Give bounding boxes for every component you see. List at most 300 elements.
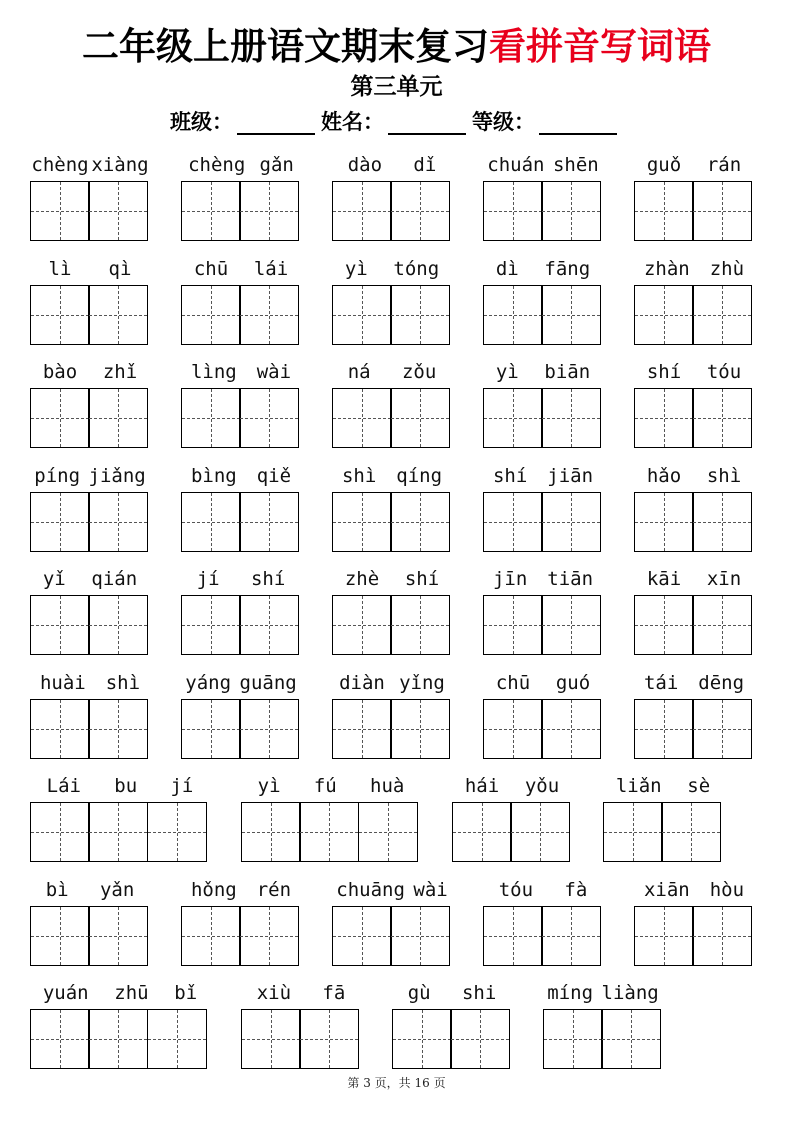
- word-item: [332, 254, 452, 348]
- tianzige-box[interactable]: [483, 906, 543, 966]
- writing-boxes: [634, 699, 752, 760]
- pinyin-syllable: yì: [344, 257, 368, 280]
- pinyin-syllable: bìng: [190, 464, 237, 487]
- tianzige-box[interactable]: [541, 699, 601, 759]
- pinyin-line: [332, 461, 452, 491]
- pinyin-line: [483, 668, 603, 698]
- tianzige-box[interactable]: [634, 388, 694, 448]
- pinyin-syllable: hái: [464, 775, 500, 797]
- writing-boxes: [543, 1009, 661, 1070]
- tianzige-box[interactable]: [88, 492, 148, 552]
- tianzige-box[interactable]: [390, 699, 450, 759]
- tianzige-box[interactable]: [541, 285, 601, 345]
- pinyin-syllable: chū: [495, 671, 531, 694]
- tianzige-box[interactable]: [483, 181, 543, 241]
- pinyin-line: [332, 875, 452, 905]
- pinyin-syllable: míng: [547, 982, 594, 1004]
- tianzige-box[interactable]: [88, 802, 148, 862]
- word-item: [30, 771, 210, 865]
- tianzige-box[interactable]: [181, 492, 241, 552]
- word-item: [30, 978, 210, 1072]
- tianzige-box[interactable]: [30, 285, 90, 345]
- pinyin-syllable: xiàng: [91, 154, 149, 176]
- tianzige-box[interactable]: [30, 802, 90, 862]
- tianzige-box[interactable]: [332, 595, 392, 655]
- word-item: [543, 978, 663, 1072]
- word-item: [634, 254, 754, 348]
- tianzige-box[interactable]: [239, 906, 299, 966]
- pinyin-syllable: bào: [42, 361, 78, 383]
- pinyin-line: [332, 357, 452, 387]
- tianzige-box[interactable]: [30, 492, 90, 552]
- tianzige-box[interactable]: [332, 492, 392, 552]
- tianzige-box[interactable]: [181, 906, 241, 966]
- word-item: [181, 461, 301, 555]
- pinyin-syllable: qíng: [396, 464, 443, 487]
- writing-boxes: [30, 181, 148, 242]
- writing-boxes: [30, 1009, 207, 1070]
- word-item: [483, 461, 603, 555]
- tianzige-box[interactable]: [692, 699, 752, 759]
- pinyin-syllable: liàng: [601, 982, 659, 1004]
- pinyin-line: [483, 564, 603, 594]
- pinyin-line: [181, 150, 301, 180]
- pinyin-syllable: dēng: [698, 671, 745, 694]
- writing-boxes: [483, 699, 601, 760]
- writing-boxes: [30, 802, 207, 863]
- tianzige-box[interactable]: [452, 802, 512, 862]
- tianzige-box[interactable]: [603, 802, 663, 862]
- writing-boxes: [30, 285, 148, 346]
- writing-boxes: [30, 492, 148, 553]
- writing-boxes: [332, 181, 450, 242]
- tianzige-box[interactable]: [88, 1009, 148, 1069]
- word-item: [30, 668, 150, 762]
- pinyin-syllable: zhū: [114, 982, 149, 1004]
- tianzige-box[interactable]: [634, 906, 694, 966]
- pinyin-line: [483, 150, 603, 180]
- writing-boxes: [181, 181, 299, 242]
- pinyin-line: [634, 461, 754, 491]
- tianzige-box[interactable]: [332, 906, 392, 966]
- tianzige-box[interactable]: [483, 699, 543, 759]
- tianzige-box[interactable]: [390, 388, 450, 448]
- pinyin-syllable: yì: [257, 775, 281, 797]
- tianzige-box[interactable]: [390, 906, 450, 966]
- pinyin-syllable: kāi: [646, 568, 682, 590]
- pinyin-syllable: sè: [687, 775, 711, 797]
- tianzige-box[interactable]: [692, 492, 752, 552]
- pinyin-syllable: xīn: [706, 568, 742, 590]
- pinyin-syllable: qì: [108, 257, 132, 280]
- tianzige-box[interactable]: [241, 1009, 301, 1069]
- pinyin-syllable: dǐ: [413, 154, 437, 176]
- pinyin-syllable: tái: [643, 671, 679, 694]
- writing-boxes: [634, 181, 752, 242]
- writing-boxes: [332, 388, 450, 449]
- word-item: [241, 771, 421, 865]
- tianzige-box[interactable]: [450, 1009, 510, 1069]
- word-item: [483, 254, 603, 348]
- writing-boxes: [332, 699, 450, 760]
- page-footer: 第 3 页，共 16 页: [347, 1076, 446, 1090]
- word-item: [181, 150, 301, 244]
- tianzige-box[interactable]: [147, 1009, 207, 1069]
- pinyin-syllable: hǒng: [190, 878, 237, 901]
- pinyin-syllable: fú: [313, 775, 337, 797]
- tianzige-box[interactable]: [30, 388, 90, 448]
- pinyin-syllable: yuán: [42, 982, 89, 1004]
- pinyin-line: [634, 254, 754, 284]
- tianzige-box[interactable]: [181, 388, 241, 448]
- tianzige-box[interactable]: [483, 595, 543, 655]
- writing-boxes: [483, 181, 601, 242]
- pinyin-line: [332, 668, 452, 698]
- tianzige-box[interactable]: [541, 906, 601, 966]
- pinyin-syllable: jiǎng: [88, 464, 146, 487]
- tianzige-box[interactable]: [510, 802, 570, 862]
- tianzige-box[interactable]: [332, 181, 392, 241]
- tianzige-box[interactable]: [692, 181, 752, 241]
- pinyin-syllable: zhàn: [643, 257, 690, 280]
- tianzige-box[interactable]: [332, 388, 392, 448]
- pinyin-syllable: zhè: [344, 568, 380, 590]
- name-blank: [388, 109, 466, 135]
- pinyin-syllable: yǎn: [99, 878, 135, 901]
- pinyin-syllable: wài: [256, 361, 292, 383]
- pinyin-syllable: huài: [39, 671, 86, 694]
- word-item: [634, 875, 754, 969]
- pinyin-syllable: shí: [646, 361, 682, 383]
- tianzige-box[interactable]: [241, 802, 301, 862]
- pinyin-syllable: yì: [495, 361, 519, 383]
- pinyin-syllable: shi: [461, 982, 497, 1004]
- pinyin-syllable: yǐ: [42, 568, 66, 590]
- pinyin-syllable: xiān: [643, 878, 690, 901]
- tianzige-box[interactable]: [30, 595, 90, 655]
- pinyin-line: [483, 254, 603, 284]
- pinyin-syllable: jiān: [547, 464, 594, 487]
- grade-blank: [539, 109, 617, 135]
- unit-subtitle: 第三单元: [350, 74, 443, 100]
- word-item: [634, 357, 754, 451]
- word-item: [181, 668, 301, 762]
- tianzige-box[interactable]: [358, 802, 418, 862]
- pinyin-syllable: jí: [196, 568, 220, 590]
- tianzige-box[interactable]: [692, 285, 752, 345]
- pinyin-syllable: lì: [48, 257, 72, 280]
- tianzige-box[interactable]: [181, 699, 241, 759]
- tianzige-box[interactable]: [634, 285, 694, 345]
- pinyin-syllable: rén: [256, 878, 292, 901]
- pinyin-syllable: rán: [706, 154, 742, 176]
- pinyin-syllable: bǐ: [174, 982, 198, 1004]
- writing-boxes: [241, 1009, 359, 1070]
- pinyin-syllable: chuāng: [336, 878, 405, 901]
- writing-boxes: [483, 595, 601, 656]
- tianzige-box[interactable]: [692, 906, 752, 966]
- pinyin-syllable: dào: [347, 154, 383, 176]
- pinyin-line: [30, 461, 150, 491]
- tianzige-box[interactable]: [239, 699, 299, 759]
- tianzige-box[interactable]: [634, 492, 694, 552]
- pinyin-syllable: chèng: [31, 154, 89, 176]
- pinyin-line: [181, 461, 301, 491]
- pinyin-line: [241, 771, 421, 801]
- tianzige-box[interactable]: [239, 595, 299, 655]
- pinyin-syllable: chèng: [188, 154, 246, 176]
- pinyin-line: [30, 357, 150, 387]
- pinyin-syllable: tiān: [547, 568, 594, 590]
- word-item: [30, 564, 150, 658]
- word-item: [181, 254, 301, 348]
- word-item: [634, 461, 754, 555]
- name-label: 姓名：: [321, 110, 384, 134]
- tianzige-box[interactable]: [390, 595, 450, 655]
- pinyin-syllable: huà: [370, 775, 405, 797]
- pinyin-syllable: biān: [544, 361, 591, 383]
- writing-boxes: [634, 388, 752, 449]
- pinyin-syllable: shì: [341, 464, 377, 487]
- tianzige-box[interactable]: [239, 285, 299, 345]
- tianzige-box[interactable]: [30, 906, 90, 966]
- tianzige-box[interactable]: [332, 285, 392, 345]
- word-item: [634, 668, 754, 762]
- pinyin-syllable: diàn: [339, 671, 385, 694]
- page-title: [0, 22, 793, 72]
- word-item: [30, 254, 150, 348]
- pinyin-line: [30, 978, 210, 1008]
- pinyin-line: [634, 668, 754, 698]
- tianzige-box[interactable]: [88, 595, 148, 655]
- writing-boxes: [181, 492, 299, 553]
- writing-boxes: [332, 492, 450, 553]
- tianzige-box[interactable]: [390, 492, 450, 552]
- pinyin-syllable: dì: [495, 257, 519, 280]
- pinyin-syllable: guó: [555, 671, 591, 694]
- class-blank: [237, 109, 315, 135]
- writing-boxes: [181, 388, 299, 449]
- writing-boxes: [181, 699, 299, 760]
- pinyin-syllable: shí: [492, 464, 528, 487]
- pinyin-syllable: fāng: [544, 257, 591, 280]
- class-label: 班级：: [170, 110, 233, 134]
- student-info-line: [0, 105, 793, 139]
- pinyin-line: [332, 564, 452, 594]
- pinyin-syllable: bu: [114, 775, 138, 797]
- pinyin-syllable: Lái: [46, 775, 81, 797]
- word-item: [332, 150, 452, 244]
- pinyin-line: [30, 150, 150, 180]
- word-item: [30, 150, 150, 244]
- pinyin-line: [634, 564, 754, 594]
- writing-boxes: [634, 492, 752, 553]
- pinyin-line: [483, 357, 603, 387]
- tianzige-box[interactable]: [88, 285, 148, 345]
- pinyin-line: [181, 668, 301, 698]
- tianzige-box[interactable]: [483, 492, 543, 552]
- writing-boxes: [483, 906, 601, 967]
- pinyin-line: [483, 875, 603, 905]
- tianzige-box[interactable]: [634, 699, 694, 759]
- pinyin-line: [543, 978, 663, 1008]
- word-item: [181, 357, 301, 451]
- pinyin-syllable: shì: [706, 464, 742, 487]
- pinyin-line: [181, 254, 301, 284]
- pinyin-syllable: yáng: [185, 671, 232, 694]
- tianzige-box[interactable]: [541, 181, 601, 241]
- writing-boxes: [332, 906, 450, 967]
- writing-boxes: [332, 595, 450, 656]
- pinyin-line: [634, 875, 754, 905]
- tianzige-box[interactable]: [390, 285, 450, 345]
- pinyin-syllable: gù: [407, 982, 431, 1004]
- tianzige-box[interactable]: [692, 388, 752, 448]
- word-item: [634, 564, 754, 658]
- writing-boxes: [634, 906, 752, 967]
- pinyin-line: [181, 357, 301, 387]
- writing-boxes: [181, 906, 299, 967]
- word-item: [30, 875, 150, 969]
- pinyin-line: [30, 668, 150, 698]
- tianzige-box[interactable]: [181, 285, 241, 345]
- tianzige-box[interactable]: [483, 285, 543, 345]
- pinyin-syllable: píng: [34, 464, 81, 487]
- tianzige-box[interactable]: [88, 699, 148, 759]
- tianzige-box[interactable]: [601, 1009, 661, 1069]
- pinyin-syllable: liǎn: [615, 775, 662, 797]
- pinyin-syllable: shí: [250, 568, 286, 590]
- tianzige-box[interactable]: [239, 492, 299, 552]
- tianzige-box[interactable]: [88, 388, 148, 448]
- pinyin-syllable: guāng: [239, 671, 297, 694]
- pinyin-line: [30, 771, 210, 801]
- tianzige-box[interactable]: [390, 181, 450, 241]
- pinyin-syllable: zhǐ: [102, 361, 138, 383]
- word-item: [332, 668, 452, 762]
- word-item: [603, 771, 723, 865]
- tianzige-box[interactable]: [661, 802, 721, 862]
- word-item: [634, 150, 754, 244]
- pinyin-syllable: lìng: [190, 361, 237, 383]
- word-item: [332, 357, 452, 451]
- writing-boxes: [30, 699, 148, 760]
- pinyin-line: [392, 978, 512, 1008]
- tianzige-box[interactable]: [543, 1009, 603, 1069]
- pinyin-syllable: qián: [91, 568, 138, 590]
- writing-boxes: [603, 802, 721, 863]
- tianzige-box[interactable]: [239, 181, 299, 241]
- tianzige-box[interactable]: [541, 388, 601, 448]
- pinyin-syllable: chuán: [487, 154, 545, 176]
- pinyin-line: [30, 875, 150, 905]
- pinyin-syllable: gǎn: [259, 154, 294, 176]
- tianzige-box[interactable]: [239, 388, 299, 448]
- tianzige-box[interactable]: [30, 699, 90, 759]
- tianzige-box[interactable]: [692, 595, 752, 655]
- word-item: [392, 978, 512, 1072]
- tianzige-box[interactable]: [30, 1009, 90, 1069]
- tianzige-box[interactable]: [634, 181, 694, 241]
- pinyin-syllable: jí: [170, 775, 194, 797]
- pinyin-syllable: tóu: [706, 361, 742, 383]
- pinyin-line: [634, 150, 754, 180]
- writing-boxes: [181, 285, 299, 346]
- pinyin-syllable: shí: [404, 568, 440, 590]
- pinyin-syllable: fà: [564, 878, 588, 901]
- pinyin-line: [332, 150, 452, 180]
- pinyin-syllable: xiù: [256, 982, 292, 1004]
- writing-boxes: [483, 388, 601, 449]
- writing-boxes: [634, 595, 752, 656]
- word-item: [483, 357, 603, 451]
- pinyin-syllable: yǒu: [524, 775, 560, 797]
- tianzige-box[interactable]: [88, 181, 148, 241]
- word-item: [452, 771, 572, 865]
- pinyin-line: [634, 357, 754, 387]
- writing-boxes: [634, 285, 752, 346]
- writing-boxes: [181, 595, 299, 656]
- pinyin-line: [30, 254, 150, 284]
- pinyin-line: [181, 875, 301, 905]
- pinyin-syllable: fā: [322, 982, 346, 1004]
- title-main: 二年级上册语文期末复习: [82, 25, 489, 68]
- pinyin-syllable: zhù: [709, 257, 745, 280]
- pinyin-syllable: yǐng: [399, 671, 445, 694]
- pinyin-line: [181, 564, 301, 594]
- tianzige-box[interactable]: [541, 595, 601, 655]
- writing-boxes: [241, 802, 418, 863]
- tianzige-box[interactable]: [88, 906, 148, 966]
- pinyin-syllable: hǎo: [646, 464, 682, 487]
- tianzige-box[interactable]: [332, 699, 392, 759]
- word-item: [241, 978, 361, 1072]
- tianzige-box[interactable]: [483, 388, 543, 448]
- pinyin-syllable: qiě: [256, 464, 292, 487]
- tianzige-box[interactable]: [181, 595, 241, 655]
- writing-boxes: [30, 906, 148, 967]
- writing-boxes: [483, 285, 601, 346]
- tianzige-box[interactable]: [634, 595, 694, 655]
- writing-boxes: [30, 595, 148, 656]
- tianzige-box[interactable]: [30, 181, 90, 241]
- word-item: [483, 564, 603, 658]
- writing-boxes: [392, 1009, 510, 1070]
- title-highlight: 看拼音写词语: [489, 25, 711, 68]
- word-item: [332, 875, 452, 969]
- pinyin-syllable: tóng: [393, 257, 440, 280]
- word-item: [30, 461, 150, 555]
- pinyin-syllable: shì: [105, 671, 141, 694]
- tianzige-box[interactable]: [541, 492, 601, 552]
- writing-boxes: [30, 388, 148, 449]
- pinyin-line: [452, 771, 572, 801]
- word-item: [181, 875, 301, 969]
- pinyin-syllable: bì: [45, 878, 69, 901]
- pinyin-line: [241, 978, 361, 1008]
- tianzige-box[interactable]: [299, 802, 359, 862]
- writing-boxes: [332, 285, 450, 346]
- tianzige-box[interactable]: [299, 1009, 359, 1069]
- tianzige-box[interactable]: [147, 802, 207, 862]
- pinyin-syllable: shēn: [552, 154, 599, 176]
- tianzige-box[interactable]: [181, 181, 241, 241]
- pinyin-syllable: zǒu: [401, 361, 437, 383]
- tianzige-box[interactable]: [392, 1009, 452, 1069]
- pinyin-syllable: ná: [347, 361, 371, 383]
- word-item: [483, 150, 603, 244]
- word-item: [332, 461, 452, 555]
